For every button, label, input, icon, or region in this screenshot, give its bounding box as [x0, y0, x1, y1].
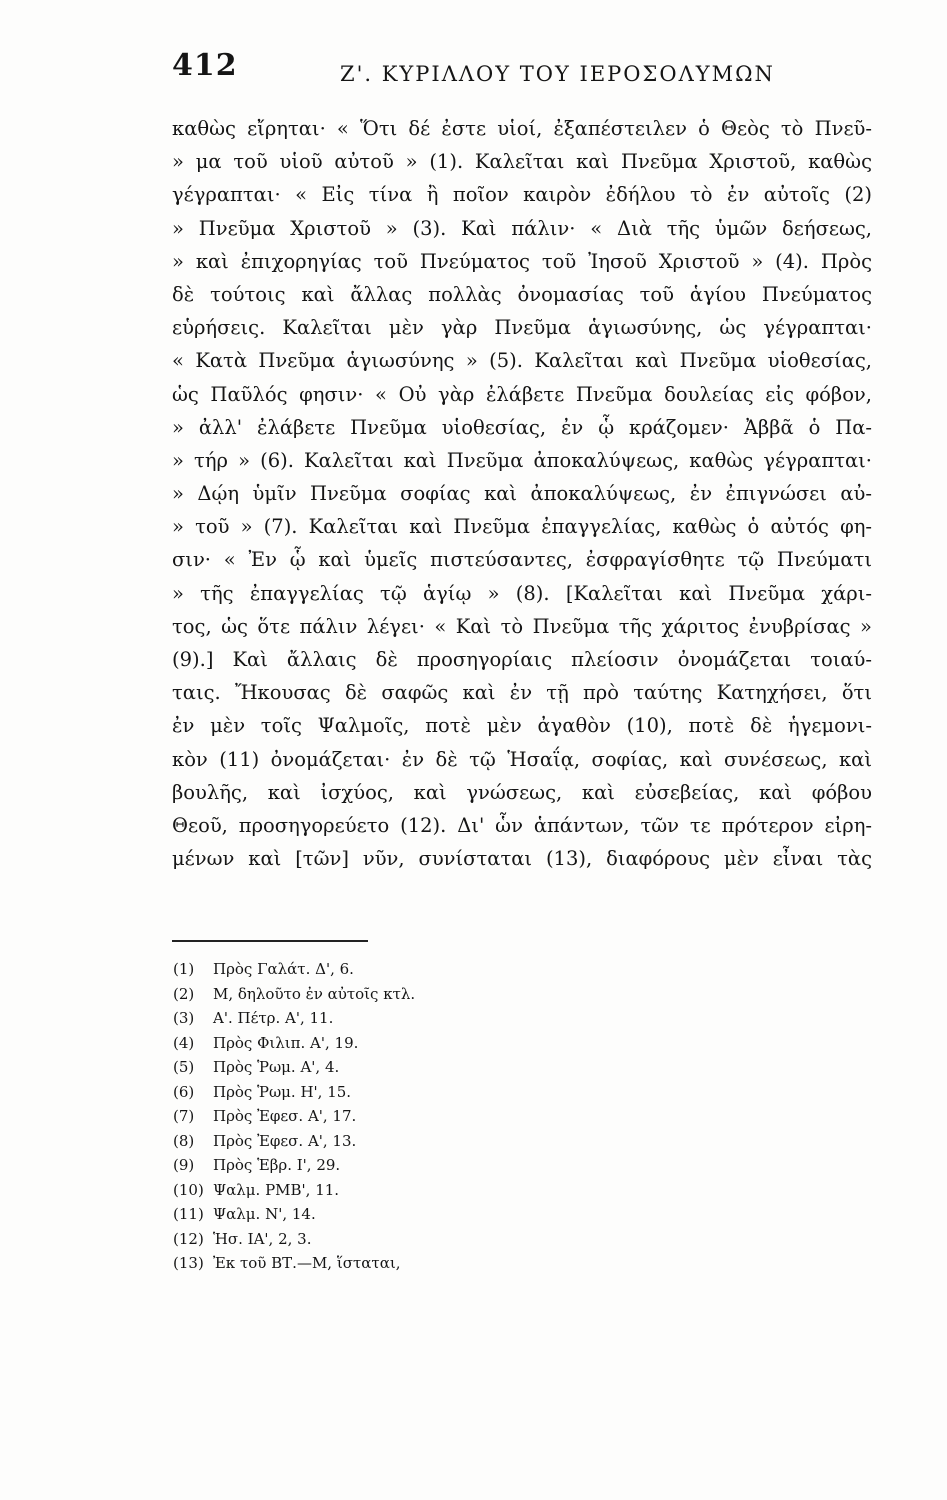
- footnote: [173, 1227, 415, 1252]
- footnote: [173, 1006, 415, 1031]
- footnote-text: Ψαλμ. Ν', 14.: [213, 1205, 316, 1223]
- body-line: μένων καὶ [τῶν] νῦν, συνίσταται (13), διαφόρους μὲν εἶναι τὰς: [172, 847, 872, 871]
- page-number: 412: [172, 48, 238, 83]
- footnote-number: (12): [173, 1229, 204, 1248]
- footnote-text: Α'. Πέτρ. Α', 11.: [213, 1009, 334, 1027]
- footnote-text: Ἡσ. ΙΑ', 2, 3.: [213, 1229, 312, 1248]
- body-line: σιν· « Ἐν ᾧ καὶ ὑμεῖς πιστεύσαντες, ἐσφραγίσθητε τῷ Πνεύματι: [172, 548, 872, 572]
- body-line: ταις. Ἤκουσας δὲ σαφῶς καὶ ἐν τῇ πρὸ ταύτης Κατηχήσει, ὅτι: [172, 681, 872, 705]
- footnote-text: Πρὸς Ἑβρ. Ι', 29.: [213, 1156, 341, 1174]
- footnote-text: Πρὸς Ῥωμ. Α', 4.: [213, 1058, 340, 1076]
- body-line: βουλῆς, καὶ ἰσχύος, καὶ γνώσεως, καὶ εὐσεβείας, καὶ φόβου: [172, 780, 872, 804]
- footnote-text: Ἐκ τοῦ ΒΤ.—Μ, ἵσταται,: [213, 1254, 401, 1272]
- footnote-text: Πρὸς Ἐφεσ. Α', 17.: [213, 1107, 357, 1125]
- footnote-text: Μ, δηλοῦτο ἐν αὐτοῖς κτλ.: [213, 984, 416, 1003]
- footnote-number: (9): [173, 1156, 195, 1174]
- body-line: » ἀλλ' ἐλάβετε Πνεῦμα υἱοθεσίας, ἐν ᾧ κράζομεν· Ἀββᾶ ὁ Πα-: [172, 415, 872, 439]
- body-line: » καὶ ἐπιχορηγίας τοῦ Πνεύματος τοῦ Ἰησοῦ Χριστοῦ » (4). Πρὸς: [172, 249, 872, 273]
- footnote-text: Πρὸς Ῥωμ. Η', 15.: [213, 1082, 352, 1101]
- footnote: [173, 1153, 415, 1178]
- footnote-text: Πρὸς Γαλάτ. Δ', 6.: [213, 960, 354, 978]
- body-line: Θεοῦ, προσηγορεύετο (12). Δι' ὧν ἁπάντων, τῶν τε πρότερον εἰρη-: [172, 813, 872, 837]
- footnote: [173, 1178, 415, 1203]
- footnote: [173, 1104, 415, 1129]
- running-title: Ζ'. ΚΥΡΙΛΛΟΥ ΤΟΥ ΙΕΡΟΣΟΛΥΜΩΝ: [340, 62, 775, 86]
- footnote-text: Πρὸς Φιλιπ. Α', 19.: [213, 1033, 359, 1052]
- footnote: [173, 957, 415, 982]
- footnote-number: (10): [173, 1180, 204, 1199]
- body-text: [172, 112, 872, 875]
- body-line: τος, ὡς ὅτε πάλιν λέγει· « Καὶ τὸ Πνεῦμα τῆς χάριτος ἐνυβρίσας »: [172, 614, 872, 638]
- footnote-number: (8): [173, 1131, 195, 1150]
- body-line: καθὼς εἴρηται· « Ὅτι δέ ἐστε υἱοί, ἐξαπέστειλεν ὁ Θεὸς τὸ Πνεῦ-: [172, 117, 872, 140]
- body-line: » τῆς ἐπαγγελίας τῷ ἁγίῳ » (8). [Καλεῖται καὶ Πνεῦμα χάρι-: [172, 581, 872, 605]
- footnote-number: (4): [173, 1033, 195, 1052]
- footnote-number: (2): [173, 984, 195, 1003]
- body-line: » Δῴη ὑμῖν Πνεῦμα σοφίας καὶ ἀποκαλύψεως, ἐν ἐπιγνώσει αὐ-: [172, 482, 872, 506]
- body-line: δὲ τούτοις καὶ ἄλλας πολλὰς ὀνομασίας τοῦ ἁγίου Πνεύματος: [172, 282, 872, 306]
- footnote: [173, 1055, 415, 1080]
- footnote-number: (1): [173, 960, 195, 978]
- footnote: [173, 1202, 415, 1227]
- footnote-rule: [172, 940, 368, 942]
- footnote-number: (5): [173, 1058, 195, 1076]
- footnote-text: Πρὸς Ἐφεσ. Α', 13.: [213, 1131, 357, 1150]
- footnotes: [173, 957, 415, 1276]
- footnote: [173, 1251, 415, 1276]
- footnote: [173, 1129, 415, 1154]
- body-line: γέγραπται· « Εἰς τίνα ἢ ποῖον καιρὸν ἐδήλου τὸ ἐν αὐτοῖς (2): [172, 183, 872, 207]
- body-line: » μα τοῦ υἱοῦ αὐτοῦ » (1). Καλεῖται καὶ Πνεῦμα Χριστοῦ, καθὼς: [172, 150, 872, 174]
- footnote: [173, 1080, 415, 1105]
- body-line: (9).] Καὶ ἄλλαις δὲ προσηγορίαις πλείοσιν ὀνομάζεται τοιαύ-: [172, 648, 872, 671]
- body-line: εὑρήσεις. Καλεῖται μὲν γὰρ Πνεῦμα ἁγιωσύνης, ὡς γέγραπται·: [172, 316, 872, 340]
- footnote-number: (6): [173, 1082, 195, 1101]
- footnote: [173, 982, 415, 1007]
- footnote-number: (7): [173, 1107, 195, 1125]
- footnote-number: (13): [173, 1254, 204, 1272]
- footnote-number: (11): [173, 1205, 204, 1223]
- footnote-number: (3): [173, 1009, 195, 1027]
- body-line: » τήρ » (6). Καλεῖται καὶ Πνεῦμα ἀποκαλύψεως, καθὼς γέγραπται·: [172, 448, 872, 472]
- body-line: » τοῦ » (7). Καλεῖται καὶ Πνεῦμα ἐπαγγελίας, καθὼς ὁ αὐτός φη-: [172, 515, 872, 539]
- footnote: [173, 1031, 415, 1056]
- body-line: ἐν μὲν τοῖς Ψαλμοῖς, ποτὲ μὲν ἀγαθὸν (10), ποτὲ δὲ ἡγεμονι-: [172, 714, 872, 738]
- body-line: κὸν (11) ὀνομάζεται· ἐν δὲ τῷ Ἡσαΐᾳ, σοφίας, καὶ συνέσεως, καὶ: [172, 747, 872, 771]
- body-line: » Πνεῦμα Χριστοῦ » (3). Καὶ πάλιν· « Διὰ τῆς ὑμῶν δεήσεως,: [172, 216, 872, 240]
- body-line: « Κατὰ Πνεῦμα ἁγιωσύνης » (5). Καλεῖται καὶ Πνεῦμα υἱοθεσίας,: [172, 349, 872, 373]
- footnote-text: Ψαλμ. ΡΜΒ', 11.: [213, 1180, 340, 1199]
- body-line: ὡς Παῦλός φησιν· « Οὐ γὰρ ἐλάβετε Πνεῦμα δουλείας εἰς φόβον,: [172, 382, 872, 406]
